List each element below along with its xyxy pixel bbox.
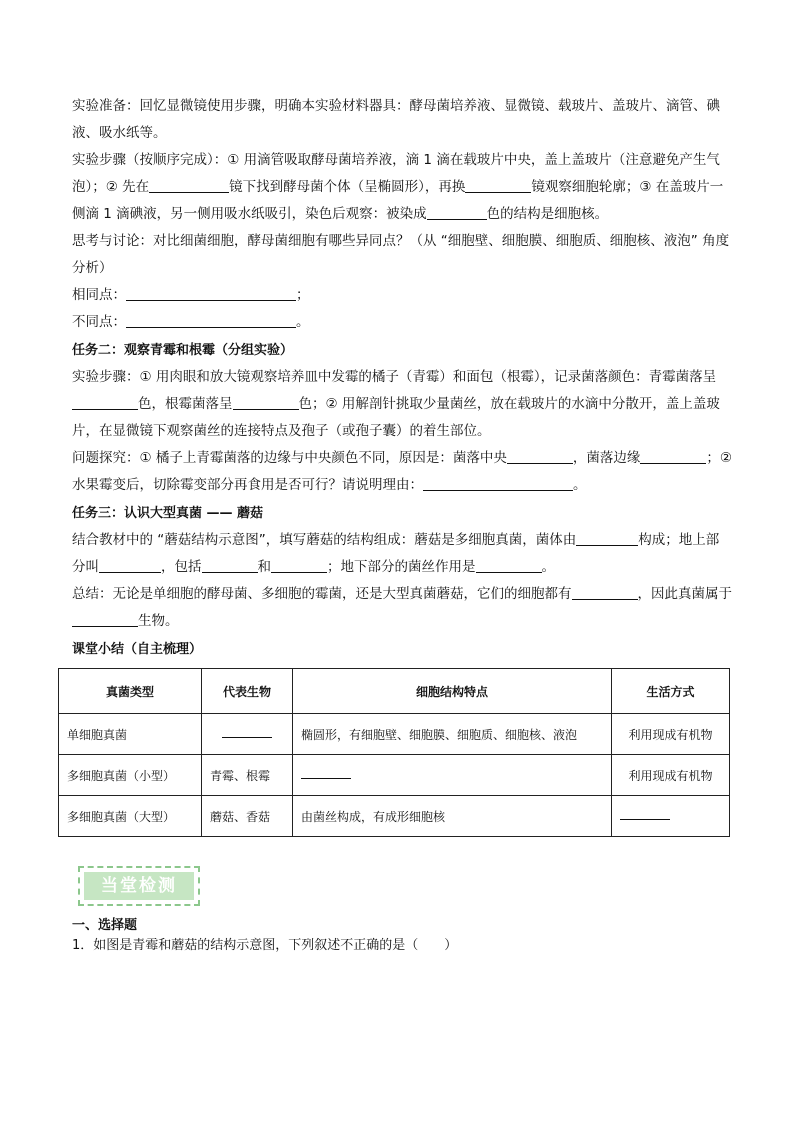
choice-heading: 一、选择题	[72, 918, 138, 933]
answer-blank[interactable]	[507, 449, 573, 464]
answer-blank[interactable]	[572, 585, 638, 600]
table-blank-cell[interactable]	[202, 714, 293, 755]
table-cell: 青霉、根霉	[202, 755, 293, 796]
answer-blank[interactable]	[465, 178, 531, 193]
steps-text-d: 色的结构是细胞核。	[486, 206, 609, 222]
task3-text	[72, 527, 732, 581]
table-cell: 多细胞真菌（大型）	[59, 796, 202, 837]
table-cell: 椭圆形，有细胞壁、细胞膜、细胞质、细胞核、液泡	[293, 714, 612, 755]
table-cell: 蘑菇、香菇	[202, 796, 293, 837]
answer-blank[interactable]	[222, 727, 272, 738]
task2-q-text-b: ，菌落边缘	[572, 450, 641, 466]
task2-text-b: 色，根霉菌落呈	[138, 396, 233, 412]
answer-blank[interactable]	[126, 313, 296, 328]
table-cell: 由菌丝构成，有成形细胞核	[293, 796, 612, 837]
answer-blank[interactable]	[620, 809, 670, 820]
diff-label: 不同点：	[72, 314, 126, 330]
answer-blank[interactable]	[233, 395, 299, 410]
task3-text-a: 结合教材中的 “蘑菇结构示意图”，填写蘑菇的结构组成：蘑菇是多细胞真菌，菌体由	[72, 532, 577, 548]
table-header-cell: 真菌类型	[59, 669, 202, 714]
summary-text-c: 生物。	[138, 613, 179, 629]
summary-text-a: 总结：无论是单细胞的酵母菌、多细胞的霉菌，还是大型真菌蘑菇，它们的细胞都有	[72, 586, 572, 602]
answer-blank[interactable]	[476, 558, 542, 573]
answer-blank[interactable]	[126, 286, 296, 301]
answer-blank[interactable]	[72, 395, 138, 410]
steps-text-a: 实验步骤（按顺序完成）：① 用滴管吸取酵母菌培养液，滴 1 滴在载玻片中央，盖上盖玻片（注意避免产生气泡）；② 先在	[72, 152, 720, 195]
class-summary-title: 课堂小结（自主梳理）	[72, 642, 203, 657]
answer-blank[interactable]	[640, 449, 706, 464]
task2-title: 任务二：观察青霉和根霉（分组实验）	[72, 343, 294, 358]
table-header-cell: 生活方式	[612, 669, 730, 714]
table-header-cell: 细胞结构特点	[293, 669, 612, 714]
answer-blank[interactable]	[423, 476, 573, 491]
table-cell: 多细胞真菌（小型）	[59, 755, 202, 796]
table-blank-cell[interactable]	[293, 755, 612, 796]
table-cell: 利用现成有机物	[612, 714, 730, 755]
summary-text-b: ，因此真菌属于	[637, 586, 732, 602]
task3-text-c: ，包括	[161, 559, 202, 575]
diff-line	[72, 309, 732, 336]
table-header-cell: 代表生物	[202, 669, 293, 714]
task2-q-text-a: 问题探究：① 橘子上青霉菌落的边缘与中央颜色不同，原因是：菌落中央	[72, 450, 507, 466]
table-cell: 利用现成有机物	[612, 755, 730, 796]
task3-text-d: 和	[257, 559, 271, 575]
task2-text-c: 色；② 用解剖针挑取少量菌丝，放在载玻片的水滴中分散开，盖上盖玻片，在显微镜下观察菌丝的连接特点及孢子（或孢子囊）的着生部位。	[72, 396, 720, 439]
answer-blank[interactable]	[149, 178, 229, 193]
table-row	[59, 796, 730, 837]
task3-title: 任务三：认识大型真菌 —— 蘑菇	[72, 506, 264, 521]
answer-blank[interactable]	[301, 768, 351, 779]
steps-paragraph	[72, 147, 732, 228]
steps-text-b: 镜下找到酵母菌个体（呈椭圆形），再换	[229, 179, 466, 195]
task2-q-text-c: ；② 水果霉变后，切除霉变部分再食用是否可行？请说明理由：	[72, 450, 733, 493]
answer-blank[interactable]	[202, 558, 258, 573]
table-cell: 单细胞真菌	[59, 714, 202, 755]
task2-text-a: 实验步骤：① 用肉眼和放大镜观察培养皿中发霉的橘子（青霉）和面包（根霉），记录菌落颜色：青霉菌落呈	[72, 369, 717, 385]
table-row	[59, 755, 730, 796]
worksheet	[72, 93, 732, 663]
section-badge-label: 当堂检测	[84, 872, 194, 900]
answer-blank[interactable]	[427, 205, 487, 220]
discuss-text: 思考与讨论：对比细菌细胞，酵母菌细胞有哪些异同点？（从 “细胞壁、细胞膜、细胞质、细胞核、液泡” 角度分析）	[72, 233, 730, 276]
table-row	[59, 714, 730, 755]
task3-text-b: 构成；地上部分叫	[72, 532, 720, 575]
same-line	[72, 282, 732, 309]
answer-blank[interactable]	[99, 558, 161, 573]
task2-question	[72, 445, 732, 499]
punct: ；	[296, 287, 310, 303]
choice-section	[72, 916, 457, 956]
table-header-row	[59, 669, 730, 714]
punct: 。	[573, 477, 587, 493]
question-1: 1．如图是青霉和蘑菇的结构示意图，下列叙述不正确的是（ ）	[72, 938, 458, 953]
answer-blank[interactable]	[72, 612, 138, 627]
punct: 。	[296, 314, 310, 330]
answer-blank[interactable]	[271, 558, 327, 573]
same-label: 相同点：	[72, 287, 126, 303]
table-blank-cell[interactable]	[612, 796, 730, 837]
prep-text: 实验准备：回忆显微镜使用步骤，明确本实验材料器具：酵母菌培养液、显微镜、载玻片、盖玻片、滴管、碘液、吸水纸等。	[72, 98, 720, 141]
summary-text	[72, 581, 732, 635]
steps-text-c: 镜观察细胞轮廓；③ 在盖玻片一侧滴 1 滴碘液，另一侧用吸水纸吸引，染色后观察：被染成	[72, 179, 724, 222]
summary-table	[58, 668, 730, 837]
task2-steps	[72, 364, 732, 445]
section-badge	[78, 866, 200, 906]
task3-text-e: ；地下部分的菌丝作用是	[327, 559, 476, 575]
answer-blank[interactable]	[576, 531, 638, 546]
punct: 。	[541, 559, 555, 575]
